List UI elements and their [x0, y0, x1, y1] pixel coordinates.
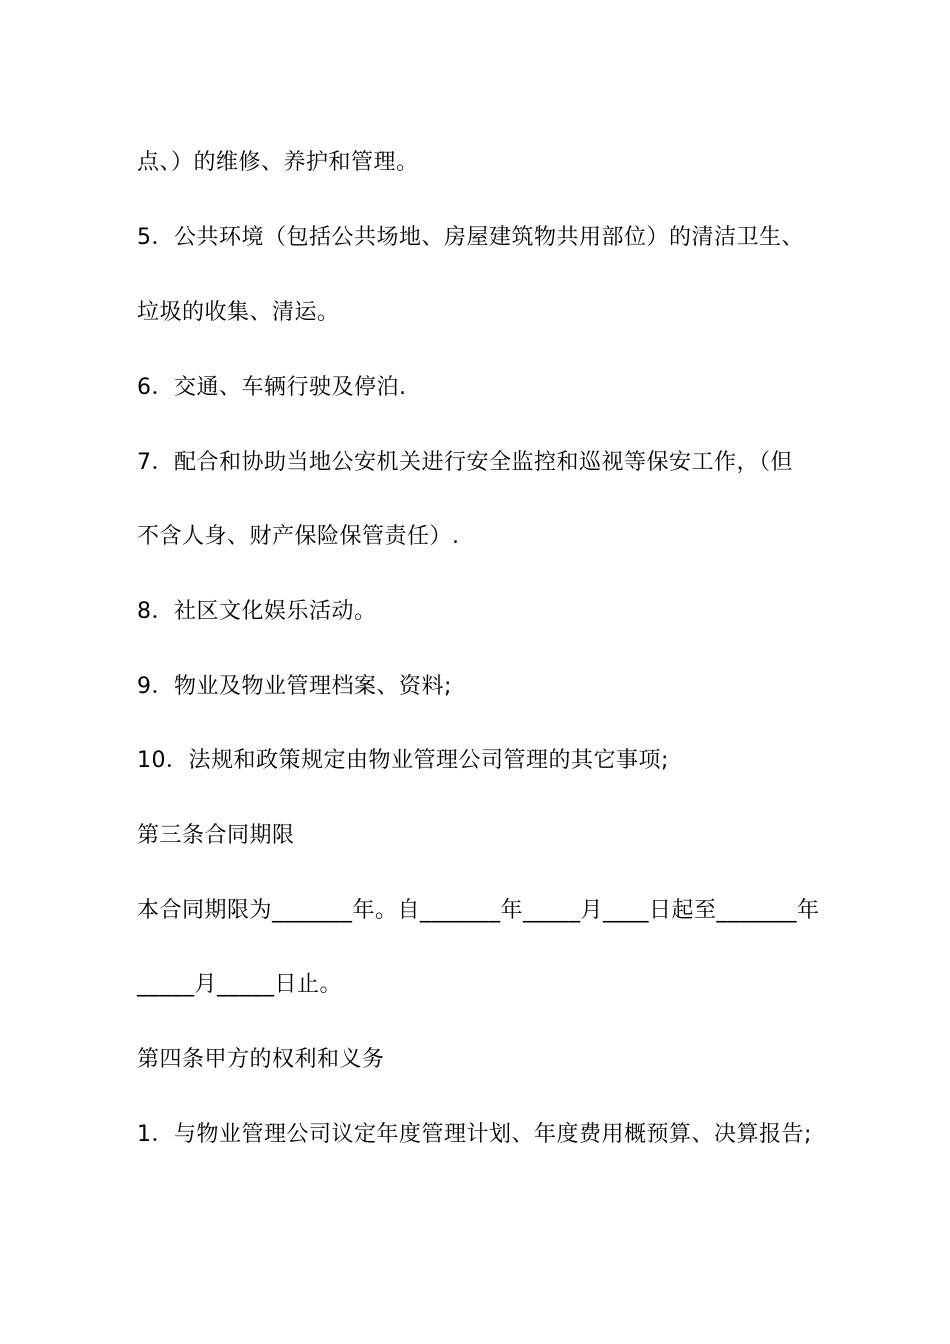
text-line: 5．公共环境（包括公共场地、房屋建筑物共用部位）的清洁卫生、	[137, 225, 804, 250]
section-heading: 第三条合同期限	[137, 823, 295, 848]
text-line: 6．交通、车辆行驶及停泊.	[137, 375, 407, 400]
section-heading: 第四条甲方的权利和义务	[137, 1047, 385, 1072]
text-line: 本合同期限为_______年。自_______年_____月____日起至_______年	[137, 898, 820, 923]
text-line: 9．物业及物业管理档案、资料;	[137, 674, 452, 699]
text-line: 10．法规和政策规定由物业管理公司管理的其它事项;	[137, 748, 669, 773]
text-line: 不含人身、财产保险保管责任）.	[137, 524, 460, 549]
text-line: 1．与物业管理公司议定年度管理计划、年度费用概预算、决算报告;	[137, 1122, 812, 1147]
text-line: _____月_____日止。	[137, 972, 343, 997]
text-line: 8．社区文化娱乐活动。	[137, 599, 377, 624]
text-line: 垃圾的收集、清运。	[137, 300, 340, 325]
text-line: 点、）的维修、养护和管理。	[137, 150, 419, 175]
text-line: 7．配合和协助当地公安机关进行安全监控和巡视等保安工作，（但	[137, 450, 793, 475]
